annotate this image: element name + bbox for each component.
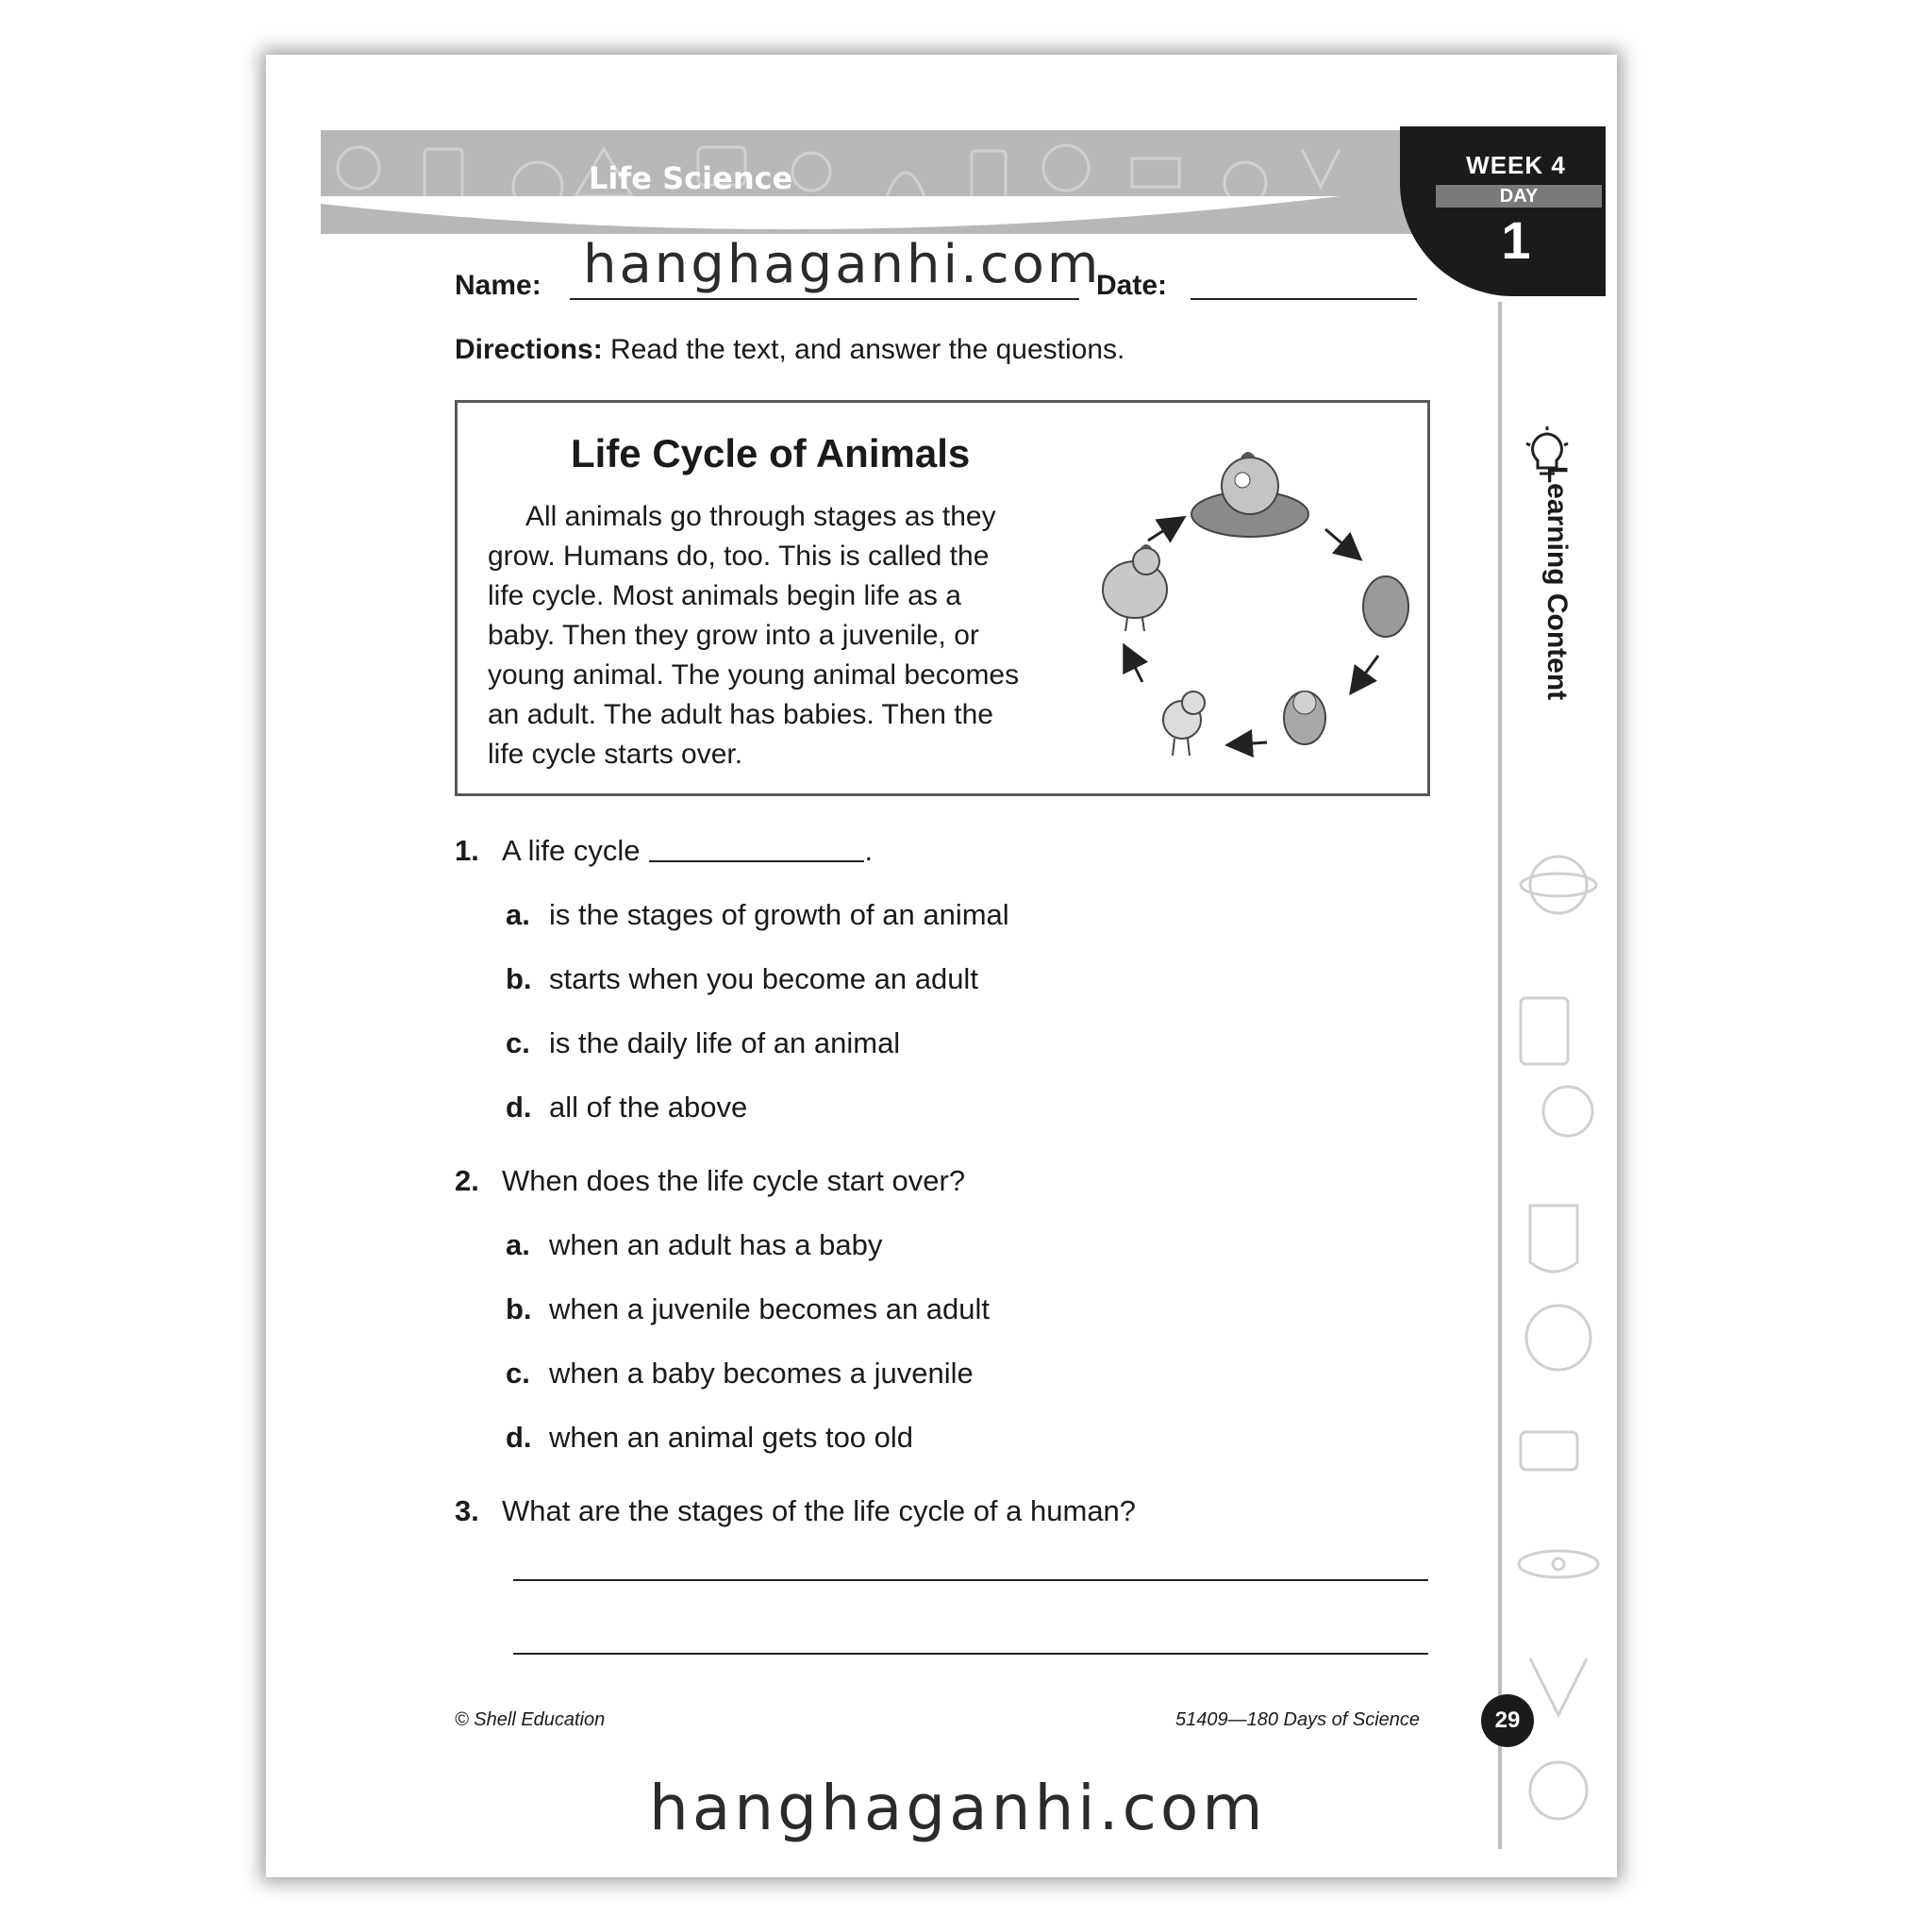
date-label: Date: [1096,270,1168,301]
option-letter: a. [506,1228,530,1261]
option-2c[interactable] [506,1357,974,1391]
option-text: when an animal gets too old [549,1421,914,1454]
publisher-credit: © Shell Education [455,1709,606,1730]
option-letter: b. [506,962,532,995]
option-text: all of the above [549,1091,748,1124]
watermark: hanghaganhi.com [583,234,1102,295]
worksheet-page [266,55,1617,1877]
answer-line-2[interactable] [513,1653,1428,1655]
name-label: Name: [455,270,541,301]
option-letter: b. [506,1292,532,1325]
reading-passage-box [455,400,1430,796]
date-field[interactable] [1191,298,1417,300]
option-2d[interactable] [506,1421,913,1455]
option-text: when a baby becomes a juvenile [549,1357,974,1390]
option-2a[interactable] [506,1228,882,1262]
option-1d[interactable] [506,1091,747,1124]
young-chicken-icon [1103,544,1167,631]
day-number: 1 [1501,210,1531,270]
name-field[interactable] [570,298,1079,300]
option-text: is the daily life of an animal [549,1026,901,1059]
option-letter: c. [506,1357,530,1390]
answer-line-1[interactable] [513,1579,1428,1581]
option-text: when an adult has a baby [549,1228,883,1261]
option-text: starts when you become an adult [549,962,978,995]
option-letter: d. [506,1091,532,1124]
option-1a[interactable] [506,898,1009,932]
week-label: WEEK 4 [1466,151,1566,179]
chick-icon [1163,691,1205,756]
life-cycle-illustration [1080,437,1420,786]
question-number: 3. [455,1494,479,1527]
reading-text: All animals go through stages as they grow. Humans do, too. This is called the life cycle. Most animals begin life as a baby. Then they grow into a juvenile, or young animal. The young animal becomes an adult. The adult has babies. Then the life cycle starts over. [488,501,1020,770]
option-letter: c. [506,1026,530,1059]
question-2 [455,1164,965,1198]
hatching-egg-icon [1284,691,1325,744]
question-3 [455,1494,1136,1528]
watermark-bottom: hanghaganhi.com [649,1772,1267,1844]
option-1b[interactable] [506,962,978,996]
question-number: 1. [455,834,479,867]
week-day-badge [1400,126,1606,296]
day-label: DAY [1436,185,1602,208]
option-2b[interactable] [506,1292,990,1326]
option-text: is the stages of growth of an animal [549,898,1009,931]
egg-icon [1363,576,1408,637]
option-1c[interactable] [506,1026,900,1060]
question-stem: What are the stages of the life cycle of a human? [502,1494,1137,1527]
directions [455,334,1124,366]
page-number: 29 [1481,1694,1534,1747]
hen-on-nest-icon [1191,452,1308,537]
question-stem: When does the life cycle start over? [502,1164,966,1197]
answer-blank[interactable] [649,860,864,862]
option-text: when a juvenile becomes an adult [549,1292,991,1325]
reading-title: Life Cycle of Animals [571,431,971,475]
question-suffix: . [864,834,874,867]
option-letter: a. [506,898,530,931]
science-doodles [1502,828,1606,1847]
option-letter: d. [506,1421,532,1454]
subject-title: Life Science [589,160,793,196]
question-stem: A life cycle [502,834,641,867]
directions-text: Read the text, and answer the questions. [602,334,1125,365]
question-1 [455,834,873,868]
question-number: 2. [455,1164,479,1197]
directions-label: Directions: [455,334,603,365]
side-tab-label: Learning Content [1541,465,1573,701]
book-title: 51409—180 Days of Science [1175,1709,1421,1730]
